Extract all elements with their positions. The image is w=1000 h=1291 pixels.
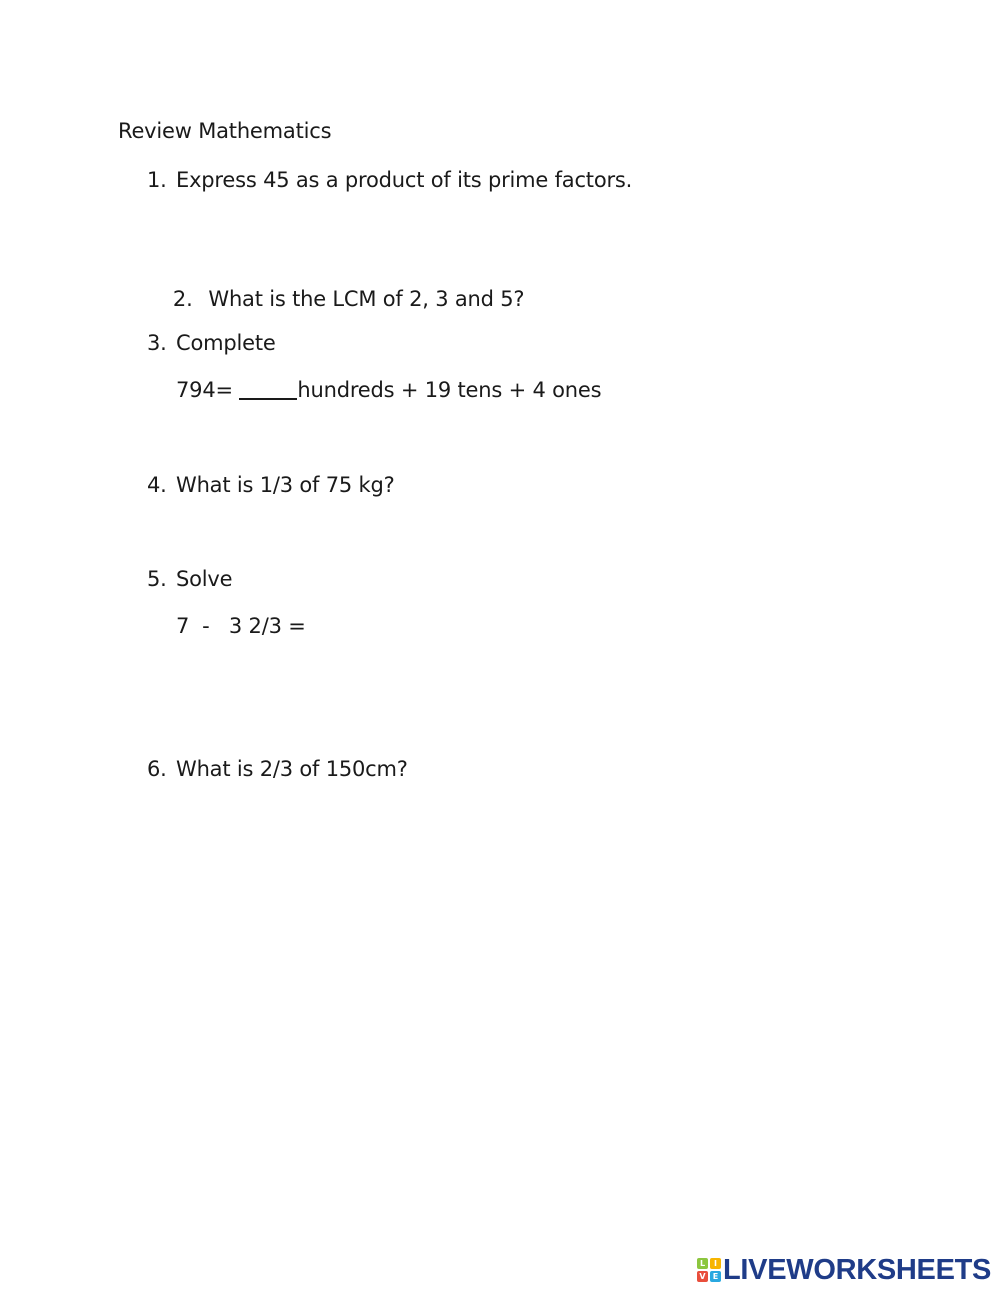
logo-tile: E bbox=[710, 1271, 721, 1282]
answer-blank bbox=[239, 378, 297, 400]
question-number: 6. bbox=[147, 757, 167, 781]
question-number: 5. bbox=[147, 567, 167, 591]
question-text: Complete bbox=[176, 331, 276, 355]
question-text: Express 45 as a product of its prime factors. bbox=[176, 168, 633, 192]
question-4 bbox=[147, 473, 395, 497]
question-number: 3. bbox=[147, 331, 167, 355]
question-1 bbox=[147, 168, 632, 192]
logo-tile: I bbox=[710, 1258, 721, 1269]
question-text: What is 2/3 of 150cm? bbox=[176, 757, 408, 781]
logo-tiles-icon bbox=[697, 1258, 721, 1282]
logo-tile: L bbox=[697, 1258, 708, 1269]
question-6 bbox=[147, 757, 408, 781]
question-number: 1. bbox=[147, 168, 167, 192]
question-text: What is the LCM of 2, 3 and 5? bbox=[201, 287, 525, 311]
question-text: What is 1/3 of 75 kg? bbox=[176, 473, 395, 497]
question-number: 4. bbox=[147, 473, 167, 497]
question-5 bbox=[147, 567, 232, 591]
question-5-equation: 7 - 3 2/3 = bbox=[176, 614, 306, 638]
logo-text: LIVEWORKSHEETS bbox=[723, 1254, 992, 1286]
question-text: Solve bbox=[176, 567, 233, 591]
worksheet-title: Review Mathematics bbox=[118, 119, 332, 143]
equation-left: 794= bbox=[176, 378, 240, 402]
liveworksheets-logo bbox=[697, 1255, 991, 1285]
question-number: 2. bbox=[172, 287, 193, 311]
question-3-equation bbox=[176, 378, 601, 402]
question-2 bbox=[147, 263, 524, 335]
logo-tile: V bbox=[697, 1271, 708, 1282]
question-3 bbox=[147, 331, 276, 355]
equation-right: hundreds + 19 tens + 4 ones bbox=[297, 378, 602, 402]
